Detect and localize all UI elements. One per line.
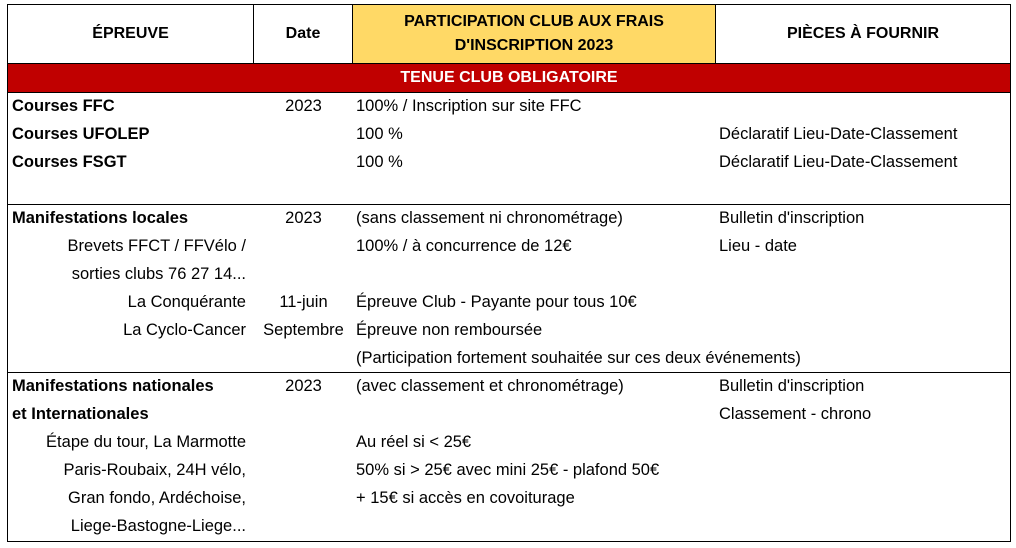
nationales-pieces-1: Bulletin d'inscription: [719, 377, 865, 395]
tenue-club-banner: [8, 63, 1010, 93]
brevets-line2: sorties clubs 76 27 14...: [71, 265, 246, 283]
ffc-participation: 100% / Inscription sur site FFC: [356, 97, 582, 115]
cyclocancer-name: La Cyclo-Cancer: [123, 321, 246, 339]
nationales-date: 2023: [285, 377, 322, 395]
conquerante-participation: Épreuve Club - Payante pour tous 10€: [356, 293, 637, 311]
header-epreuve: [8, 5, 254, 63]
locales-participation: (sans classement ni chronométrage): [356, 209, 623, 227]
nationales-title-line1: Manifestations nationales: [12, 377, 214, 395]
event-line-2: Paris-Roubaix, 24H vélo,: [63, 461, 246, 479]
cyclocancer-date: Septembre: [263, 321, 344, 339]
ufolep-name: Courses UFOLEP: [12, 125, 150, 143]
rule-line-1: Au réel si < 25€: [356, 433, 472, 451]
rule-line-2: 50% si > 25€ avec mini 25€ - plafond 50€: [356, 461, 660, 479]
conquerante-date: 11-juin: [279, 293, 328, 311]
brevets-pieces: Lieu - date: [719, 237, 797, 255]
nationales-participation: (avec classement et chronométrage): [356, 377, 624, 395]
header-date: [254, 5, 353, 63]
locales-note: (Participation fortement souhaitée sur ces deux événements): [356, 349, 801, 367]
participation-table: [7, 4, 1011, 542]
header-participation: [353, 5, 716, 63]
brevets-line1: Brevets FFCT / FFVélo /: [67, 237, 246, 255]
ffc-name: Courses FFC: [12, 97, 115, 115]
nationales-pieces-2: Classement - chrono: [719, 405, 872, 423]
event-line-1: Étape du tour, La Marmotte: [46, 433, 246, 451]
header-pieces: [716, 5, 1010, 63]
ffc-date: 2023: [285, 97, 322, 115]
fsgt-name: Courses FSGT: [12, 153, 127, 171]
header-participation-line2: D'INSCRIPTION 2023: [454, 37, 614, 54]
cyclocancer-participation: Épreuve non remboursée: [356, 321, 543, 339]
brevets-participation: 100% / à concurrence de 12€: [356, 237, 572, 255]
locales-title: Manifestations locales: [12, 209, 189, 227]
ufolep-participation: 100 %: [356, 125, 403, 143]
conquerante-name: La Conquérante: [127, 293, 246, 311]
ufolep-pieces: Déclaratif Lieu-Date-Classement: [719, 125, 958, 143]
tenue-club-banner-text: TENUE CLUB OBLIGATOIRE: [400, 69, 618, 86]
header-epreuve-text: ÉPREUVE: [92, 25, 169, 42]
fsgt-pieces: Déclaratif Lieu-Date-Classement: [719, 153, 958, 171]
fsgt-participation: 100 %: [356, 153, 403, 171]
locales-pieces: Bulletin d'inscription: [719, 209, 865, 227]
locales-date: 2023: [285, 209, 322, 227]
rule-line-3: + 15€ si accès en covoiturage: [356, 489, 575, 507]
header-participation-line1: PARTICIPATION CLUB AUX FRAIS: [404, 13, 664, 30]
event-line-4: Liege-Bastogne-Liege...: [70, 517, 246, 535]
header-date-text: Date: [285, 25, 321, 42]
event-line-3: Gran fondo, Ardéchoise,: [68, 489, 246, 507]
header-pieces-text: PIÈCES À FOURNIR: [786, 25, 939, 42]
nationales-title-line2: et Internationales: [12, 405, 149, 423]
